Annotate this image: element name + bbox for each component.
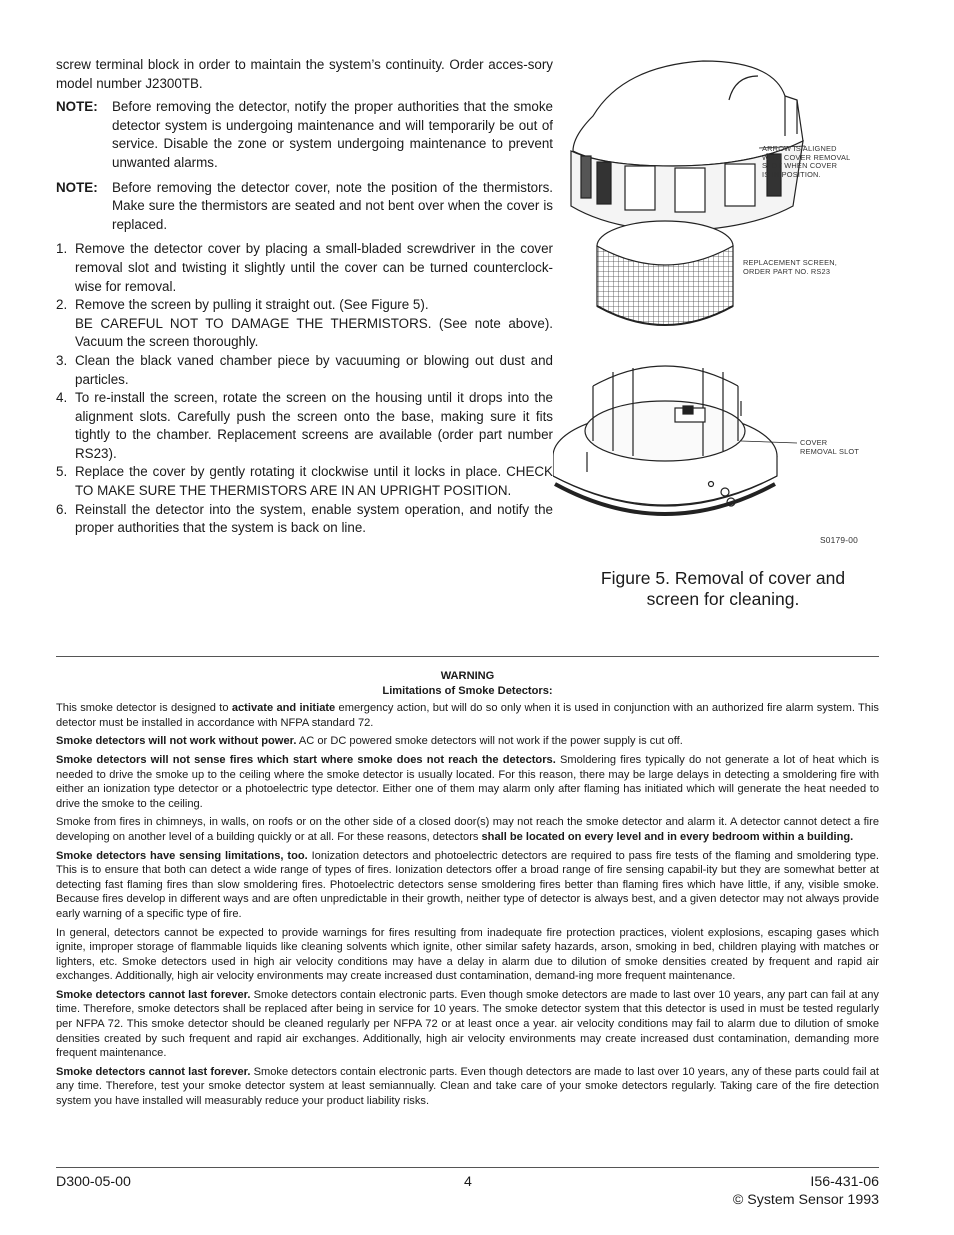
step-2 [56, 296, 553, 352]
note-label: NOTE: [56, 99, 98, 115]
detector-exploded-drawing [553, 56, 883, 556]
step-body [75, 296, 553, 352]
figure-5-illustration [553, 56, 883, 556]
figure-caption [578, 568, 868, 610]
footer-copyright: © System Sensor 1993 [732, 1192, 879, 1208]
figure-id: S0179-00 [820, 535, 858, 545]
step-caution-text: BE CAREFUL NOT TO DAMAGE THE THERMISTORS. (See note above). Vacuum the screen thoroughly. [75, 315, 553, 350]
footer-part-number: I56-431-06 [810, 1174, 879, 1190]
detector-base [553, 366, 777, 514]
callout-line: SLOT WHEN COVER [762, 161, 838, 171]
step-6 [56, 501, 553, 538]
step-number: 3. [56, 352, 68, 368]
warning-section [56, 669, 879, 1113]
step-5 [56, 463, 553, 500]
step-text: Remove the detector cover by placing a small-bladed screwdriver in the cover removal slot and twisting it slightly until the cover can be turned counterclock-wise for removal. [75, 241, 553, 294]
bold-run: shall be located on every level and in every bedroom within a building. [481, 830, 854, 843]
step-text: Remove the screen by pulling it straight out. (See Figure 5). [75, 297, 429, 313]
step-number: 5. [56, 464, 68, 480]
step-1 [56, 240, 553, 296]
step-text: To re-install the screen, rotate the screen on the housing until it drops into the alignment slots. Carefully push the screen onto the base, making sure it fits tightly to the chamber. Replacement screens are available (order part number RS23). [75, 390, 553, 461]
bold-run: Smoke detectors will not sense fires which start where smoke does not reach the detectors. [56, 753, 556, 766]
step-text: Clean the black vaned chamber piece by vacuuming or blowing out dust and particles. [75, 352, 553, 387]
step-4 [56, 389, 553, 463]
footer-right [733, 1173, 879, 1209]
intro-paragraph: screw terminal block in order to maintain the system’s continuity. Order acces-sory model number J2300TB. [56, 57, 553, 91]
bold-run: Smoke detectors cannot last forever. [56, 988, 251, 1001]
note-label: NOTE: [56, 179, 98, 195]
text-run: Smoke detectors contain electronic parts. Even though detectors are made to last over 10 years, any of these parts could fail at any time. Therefore, test your smoke detector system at least semiannually. Clean and take care of your smoke detectors regularly. Taking care of the fire detection system you have installed will measurably reduce your product liability risks. [56, 1065, 879, 1108]
bold-run: Smoke detectors will not work without power. [56, 735, 297, 748]
callout-line: WITH COVER REMOVAL [762, 152, 851, 162]
warning-paragraph [56, 849, 879, 922]
step-number: 2. [56, 297, 68, 313]
text-run: This smoke detector is designed to [56, 702, 232, 715]
replacement-screen [597, 221, 733, 325]
footer-page-number: 4 [464, 1174, 472, 1190]
warning-subtitle: Limitations of Smoke Detectors: [382, 684, 553, 697]
cover-arrow-callout [762, 145, 850, 179]
warning-paragraph [56, 815, 879, 844]
callout-line: IS IN POSITION. [762, 169, 821, 179]
warning-paragraph [56, 734, 879, 749]
slot-callout [800, 439, 859, 456]
cleaning-steps [56, 240, 553, 538]
text-run: Smoke detectors contain electronic parts. Even though smoke detectors are made to last over 10 years, any part can fail at any time. Therefore, smoke detectors shall be replaced after being in service for 10 years. The smoke detector system that this detector is used in must be tested regularly per NFPA 72. This smoke detector should be cleaned regularly per NFPA 72 or at least once a year. air velocity conditions may fail to alarm due to dilution of smoke densities created by such frequent and rapid air exchanges. Additionally, high air velocity environments may create increased dust contamination, demanding more frequent maintenance. [56, 988, 879, 1060]
callout-line: REMOVAL SLOT [800, 446, 860, 456]
bold-run: Smoke detectors have sensing limitations, too. [56, 849, 308, 862]
note-text: Before removing the detector cover, note the position of the thermistors. Make sure the thermistors are seated and not bent over when the cover is replaced. [112, 179, 553, 232]
step-number: 6. [56, 501, 68, 517]
callout-line: COVER [800, 438, 828, 447]
bold-run: Smoke detectors cannot last forever. [56, 1065, 251, 1078]
step-number: 4. [56, 390, 68, 406]
section-divider [56, 656, 879, 657]
warning-paragraph [56, 926, 879, 984]
note-text: Before removing the detector, notify the proper authorities that the smoke detector system is undergoing maintenance and will temporarily be out of service. Disable the zone or system undergoing maintenance to prevent unwanted alarms. [112, 99, 553, 170]
step-number: 1. [56, 241, 68, 257]
text-run: Smoke from fires in chimneys, in walls, on roofs or on the other side of a closed door(s) may not reach the smoke detector and alarm it. A detector cannot detect a fire developing on another level of a building quickly or at all. For these reasons, detectors [56, 816, 879, 843]
note-1 [56, 98, 553, 172]
step-text: Reinstall the detector into the system, enable system operation, and notify the proper authorities that the system is back on line. [75, 501, 553, 536]
warning-title: WARNING [440, 670, 495, 682]
text-run: In general, detectors cannot be expected to provide warnings for fires resulting from inadequate fire protection practices, violent explosions, escaping gases which ignite, improper storage of flammable liquids like cleaning solvents which ignite, other similar safety hazards, arson, smoking in bed, children playing with matches or lighters, etc. Smoke detectors used in high air velocity conditions may have a delay in alarm due to dilution of smoke densities created by frequent and rapid air exchanges. Additionally, high air velocity environments may create increased dust contamination, demand-ing more frequent maintenance. [56, 926, 879, 983]
step-text: Replace the cover by gently rotating it clockwise until it locks in place. CHECK TO MAKE SURE THE THERMISTORS ARE IN AN UPRIGHT POSITION. [75, 464, 553, 499]
warning-paragraph [56, 988, 879, 1061]
text-run: emergency action, but will do so only when it is used in conjunction with an authorized fire alarm system. This detector must be installed in accordance with NFPA standard 72. [56, 702, 879, 729]
text-run: AC or DC powered smoke detectors will not work if the power supply is cut off. [296, 735, 683, 748]
caption-line: screen for cleaning. [646, 589, 800, 609]
step-3 [56, 352, 553, 389]
text-run: Smoldering fires typically do not generate a lot of heat which is needed to drive the smoke up to the ceiling where the smoke detector is usually located. For this reason, there may be large delays in detecting a smoldering fire with either an ionization type detector or a photoelectric type detector. Either one of them may alarm only after flaming has initiated which will generate the heat needed to drive the smoke to the ceiling. [56, 753, 879, 810]
callout-line: ARROW IS ALIGNED [762, 144, 837, 153]
warning-paragraph [56, 701, 879, 730]
text-run: Ionization detectors and photoelectric detectors are required to pass fire tests of the flaming and smoldering type. This is to ensure that both can detect a wide range of types of fires. Ionization detectors offer a broad range of fire sensing capabil-ity but they are somewhat better at detecting fast flaming fires than slow smoldering fires. Photoelectric detectors sense smoldering fires better than flaming fires which have little, if any, visible smoke. Because fires develop in different ways and are often unpredictable in their growth, neither type of detector is always best, and a given detector may not always provide early warning of a specific type of fire. [56, 849, 879, 920]
callout-line: ORDER PART NO. RS23 [743, 266, 831, 276]
warning-paragraph [56, 1065, 879, 1109]
footer-doc-code: D300-05-00 [56, 1174, 131, 1190]
warning-paragraph [56, 753, 879, 811]
note-2 [56, 179, 553, 235]
callout-line: REPLACEMENT SCREEN, [743, 258, 838, 267]
bold-run: activate and initiate [231, 702, 336, 715]
screen-callout [743, 259, 837, 276]
footer-divider [56, 1167, 879, 1168]
caption-line: Figure 5. Removal of cover and [600, 568, 846, 588]
instructions-column [56, 56, 553, 538]
